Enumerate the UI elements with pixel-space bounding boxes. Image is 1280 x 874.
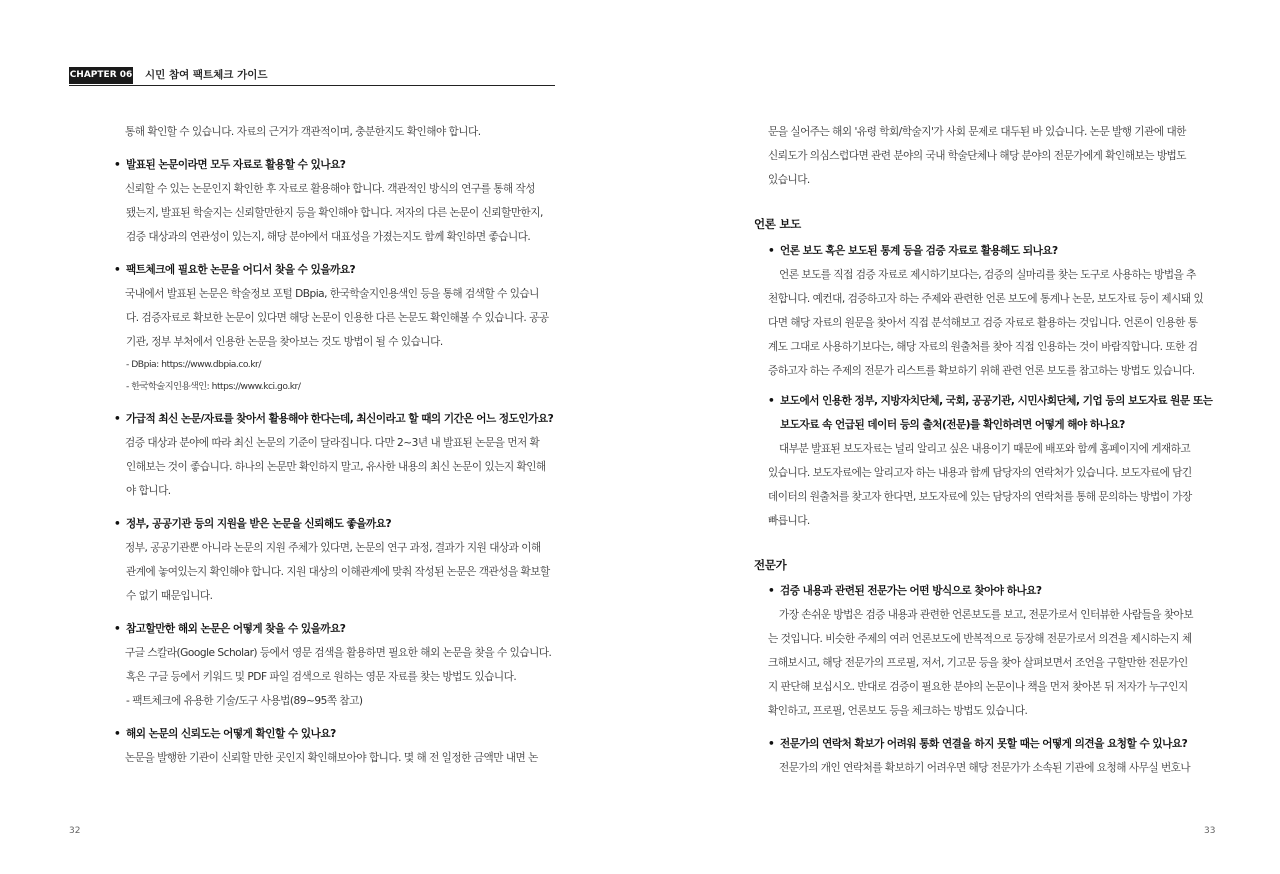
right-page — [640, 0, 1280, 874]
answer-line: 가장 손쉬운 방법은 검증 내용과 관련한 언론보도를 보고, 전문가로서 인터뷰한 사람들을 찾아보 — [779, 609, 1194, 621]
chapter-header — [69, 67, 555, 86]
answer-line: 지 판단해 보십시오. 반대로 검증이 필요한 분야의 논문이나 책을 먼저 찾아본 뒤 저자가 누구인지 — [768, 681, 1188, 693]
bullet-icon: • — [114, 413, 121, 425]
answer-line: 대부분 발표된 보도자료는 널리 알리고 싶은 내용이기 때문에 배포와 함께 홈페이지에 게재하고 — [779, 443, 1191, 455]
question-heading: • 언론 보도 혹은 보도된 통계 등을 검증 자료로 활용해도 되나요? — [768, 239, 1214, 263]
bullet-icon: • — [114, 728, 121, 740]
answer-line: 전문가의 개인 연락처를 확보하기 어려우면 해당 전문가가 소속된 기관에 요청해 사무실 번호나 — [779, 762, 1191, 774]
answer-line: 계도 그대로 사용하기보다는, 해당 자료의 원출처를 찾아 직접 인용하는 것이 바람직합니다. 또한 검 — [768, 341, 1198, 353]
answer-line: 천합니다. 예컨대, 검증하고자 하는 주제와 관련한 언론 보도에 통계나 논문, 보도자료 등이 제시돼 있 — [768, 293, 1204, 305]
answer-line: 혹은 구글 등에서 키워드 및 PDF 파일 검색으로 원하는 영문 자료를 찾는 방법도 있습니다. — [126, 671, 517, 683]
question-heading: • 참고할만한 해외 논문은 어떻게 찾을 수 있을까요? — [114, 617, 558, 641]
section-title: 전문가 — [754, 558, 787, 572]
reference-note: - DBpia: https://www.dbpia.co.kr/ — [126, 359, 261, 370]
paragraph-line: 신뢰도가 의심스럽다면 관련 분야의 국내 학술단체나 해당 분야의 전문가에게 확인해보는 방법도 — [768, 150, 1187, 162]
answer-line: 관계에 놓여있는지 확인해야 합니다. 지원 대상의 이해관계에 맞춰 작성된 논문은 객관성을 확보할 — [126, 566, 550, 578]
question-heading-cont: 보도자료 속 언급된 데이터 등의 출처(전문)를 확인하려면 어떻게 해야 하나요? — [780, 419, 1125, 431]
answer-line: 다. 검증자료로 확보한 논문이 있다면 해당 논문이 인용한 다른 논문도 확인해볼 수 있습니다. 공공 — [126, 312, 549, 324]
page-number: 32 — [69, 826, 81, 836]
answer-line: 기관, 정부 부처에서 인용한 논문을 찾아보는 것도 방법이 될 수 있습니다. — [126, 336, 443, 348]
answer-line: 데이터의 원출처를 찾고자 한다면, 보도자료에 있는 담당자의 연락처를 통해 문의하는 방법이 가장 — [768, 491, 1192, 503]
bullet-icon: • — [114, 518, 121, 530]
answer-line: 인해보는 것이 좋습니다. 하나의 논문만 확인하지 말고, 유사한 내용의 최신 논문이 있는지 확인해 — [126, 461, 546, 473]
bullet-icon: • — [114, 264, 121, 276]
answer-line: 있습니다. 보도자료에는 알리고자 하는 내용과 함께 담당자의 연락처가 있습니다. 보도자료에 담긴 — [768, 467, 1192, 479]
answer-line: 검증 대상과의 연관성이 있는지, 해당 분야에서 대표성을 가졌는지도 함께 확인하면 좋습니다. — [126, 231, 531, 243]
paragraph-line: 있습니다. — [768, 174, 810, 186]
answer-line: 증하고자 하는 주제의 전문가 리스트를 확보하기 위해 관련 언론 보도를 참고하는 방법도 있습니다. — [768, 365, 1195, 377]
answer-line: 빠릅니다. — [768, 515, 810, 527]
question-heading: • 정부, 공공기관 등의 지원을 받은 논문을 신뢰해도 좋을까요? — [114, 512, 558, 536]
answer-line: 국내에서 발표된 논문은 학술정보 포털 DBpia, 한국학술지인용색인 등을 통해 검색할 수 있습니 — [125, 288, 539, 300]
paragraph-line: 문을 실어주는 해외 '유령 학회/학술지'가 사회 문제로 대두된 바 있습니다. 논문 발행 기관에 대한 — [768, 126, 1186, 138]
question-heading: • 해외 논문의 신뢰도는 어떻게 확인할 수 있나요? — [114, 722, 558, 746]
answer-line: 신뢰할 수 있는 논문인지 확인한 후 자료로 활용해야 합니다. 객관적인 방식의 연구를 통해 작성 — [125, 183, 536, 195]
reference-note: - 팩트체크에 유용한 기술/도구 사용법(89~95쪽 참고) — [126, 695, 363, 707]
bullet-icon: • — [768, 585, 775, 597]
bullet-icon: • — [768, 245, 775, 257]
answer-line: 는 것입니다. 비슷한 주제의 여러 언론보도에 반복적으로 등장해 전문가로서 의견을 제시하는지 체 — [768, 633, 1192, 645]
answer-line: 야 합니다. — [126, 485, 171, 497]
bullet-icon: • — [114, 159, 121, 171]
answer-line: 확인하고, 프로필, 언론보도 등을 체크하는 방법도 있습니다. — [768, 705, 1028, 717]
answer-line: 크해보시고, 해당 전문가의 프로필, 저서, 기고문 등을 찾아 살펴보면서 조언을 구할만한 전문가인 — [768, 657, 1188, 669]
chapter-title: 시민 참여 팩트체크 가이드 — [145, 69, 268, 81]
question-heading: • 검증 내용과 관련된 전문가는 어떤 방식으로 찾아야 하나요? — [768, 579, 1214, 603]
question-heading: • 발표된 논문이라면 모두 자료로 활용할 수 있나요? — [114, 153, 558, 177]
answer-line: 언론 보도를 직접 검증 자료로 제시하기보다는, 검증의 실마리를 찾는 도구로 사용하는 방법을 추 — [779, 269, 1196, 281]
answer-line: 검증 대상과 분야에 따라 최신 논문의 기준이 달라집니다. 다만 2~3년 내 발표된 논문을 먼저 확 — [125, 437, 540, 449]
question-heading: • 팩트체크에 필요한 논문을 어디서 찾을 수 있을까요? — [114, 258, 558, 282]
bullet-icon: • — [114, 623, 121, 635]
left-column — [114, 120, 558, 770]
question-heading: • 보도에서 인용한 정부, 지방자치단체, 국회, 공공기관, 시민사회단체, 기업 등의 보도자료 원문 또는 — [768, 389, 1214, 413]
paragraph-line: 통해 확인할 수 있습니다. 자료의 근거가 객관적이며, 충분한지도 확인해야 합니다. — [125, 126, 481, 138]
answer-line: 정부, 공공기관뿐 아니라 논문의 지원 주체가 있다면, 논문의 연구 과정, 결과가 지원 대상과 이해 — [125, 542, 541, 554]
answer-line: 다면 해당 자료의 원문을 찾아서 직접 분석해보고 검증 자료로 활용하는 것입니다. 언론이 인용한 통 — [768, 317, 1198, 329]
question-heading: • 가급적 최신 논문/자료를 찾아서 활용해야 한다는데, 최신이라고 할 때의 기간은 어느 정도인가요? — [114, 407, 558, 431]
bullet-icon: • — [768, 738, 775, 750]
answer-line: 구글 스칼라(Google Scholar) 등에서 영문 검색을 활용하면 필요한 해외 논문을 찾을 수 있습니다. — [125, 647, 552, 659]
section-title: 언론 보도 — [754, 217, 801, 231]
answer-line: 됐는지, 발표된 학술지는 신뢰할만한지 등을 확인해야 합니다. 저자의 다른 논문이 신뢰할만한지, — [126, 207, 543, 219]
chapter-tag: CHAPTER 06 — [69, 67, 133, 84]
answer-line: 논문을 발행한 기관이 신뢰할 만한 곳인지 확인해보아야 합니다. 몇 해 전 일정한 금액만 내면 논 — [125, 752, 538, 764]
reference-note: - 한국학술지인용색인: https://www.kci.go.kr/ — [126, 381, 301, 392]
page-number: 33 — [1204, 826, 1216, 836]
question-heading: • 전문가의 연락처 확보가 어려워 통화 연결을 하지 못할 때는 어떻게 의견을 요청할 수 있나요? — [768, 732, 1214, 756]
answer-line: 수 없기 때문입니다. — [126, 590, 213, 602]
right-column — [754, 120, 1214, 780]
bullet-icon: • — [768, 395, 775, 407]
